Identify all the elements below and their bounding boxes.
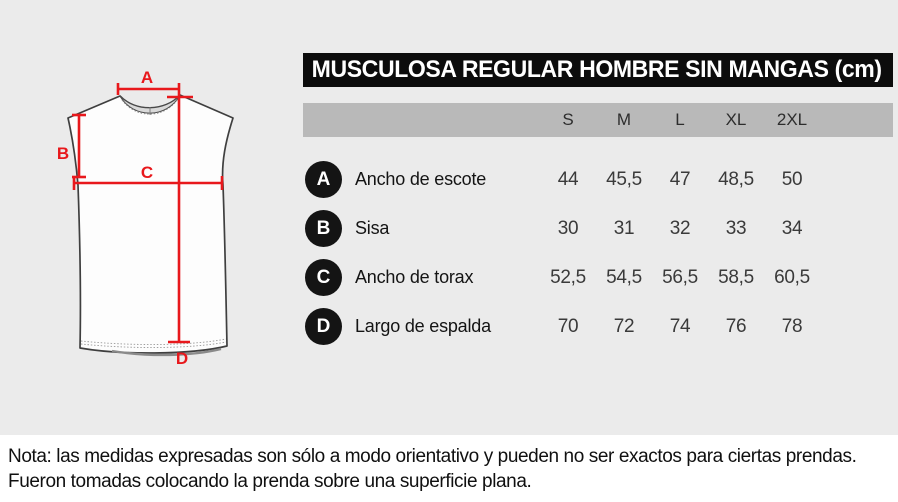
measure-d-label: D <box>175 349 189 368</box>
row-a-value-xl: 48,5 <box>718 168 754 190</box>
table-row-c <box>303 253 893 302</box>
row-b-value-l: 32 <box>669 217 691 239</box>
size-col-m: M <box>616 110 632 129</box>
chart-title-bar <box>303 53 893 87</box>
row-c-header <box>303 259 540 296</box>
row-a-value-l: 47 <box>669 168 691 190</box>
table-row-b <box>303 204 893 253</box>
row-c-value-m: 54,5 <box>606 266 642 288</box>
row-d-header <box>303 308 540 345</box>
measure-c-label: C <box>140 163 154 182</box>
size-header-row <box>303 103 893 137</box>
row-c-badge: C <box>305 259 342 296</box>
row-a-badge: A <box>305 161 342 198</box>
table-row-d <box>303 302 893 351</box>
chart-title: MUSCULOSA REGULAR HOMBRE SIN MANGAS (cm) <box>311 56 882 83</box>
row-d-label: Largo de espalda <box>355 316 491 336</box>
garment-outline <box>68 95 233 353</box>
row-a-header <box>303 161 540 198</box>
row-c-label: Ancho de torax <box>355 267 474 287</box>
row-d-badge: D <box>305 308 342 345</box>
row-b-badge: B <box>305 210 342 247</box>
row-a-value-s: 44 <box>557 168 579 190</box>
note-line-2: Fueron tomadas colocando la prenda sobre una superficie plana. <box>8 471 532 492</box>
row-d-value-l: 74 <box>669 315 691 337</box>
row-b-value-m: 31 <box>613 217 635 239</box>
size-col-s: S <box>562 110 574 129</box>
row-b-label: Sisa <box>355 218 390 238</box>
row-c-value-xl: 58,5 <box>718 266 754 288</box>
row-c-value-l: 56,5 <box>662 266 698 288</box>
row-a-label: Ancho de escote <box>355 169 487 189</box>
row-d-value-xl: 76 <box>725 315 747 337</box>
row-d-value-2xl: 78 <box>781 315 803 337</box>
row-d-value-m: 72 <box>613 315 635 337</box>
measure-a-label: A <box>140 68 154 87</box>
disclaimer-note <box>0 435 898 502</box>
row-c-value-s: 52,5 <box>550 266 586 288</box>
row-b-value-s: 30 <box>557 217 579 239</box>
row-a-value-m: 45,5 <box>606 168 642 190</box>
row-b-header <box>303 210 540 247</box>
row-a-value-2xl: 50 <box>781 168 803 190</box>
row-b-value-2xl: 34 <box>781 217 803 239</box>
table-row-a <box>303 155 893 204</box>
measure-b-label: B <box>56 144 70 163</box>
row-c-value-2xl: 60,5 <box>774 266 810 288</box>
row-b-value-xl: 33 <box>725 217 747 239</box>
size-col-xl: XL <box>725 110 747 129</box>
size-col-l: L <box>675 110 685 129</box>
note-line-1: Nota: las medidas expresadas son sólo a modo orientativo y pueden no ser exactos para ciertas prendas. <box>8 446 857 467</box>
size-col-2xl: 2XL <box>776 110 808 129</box>
garment-diagram <box>40 50 290 380</box>
measurement-table <box>303 155 893 351</box>
row-d-value-s: 70 <box>557 315 579 337</box>
